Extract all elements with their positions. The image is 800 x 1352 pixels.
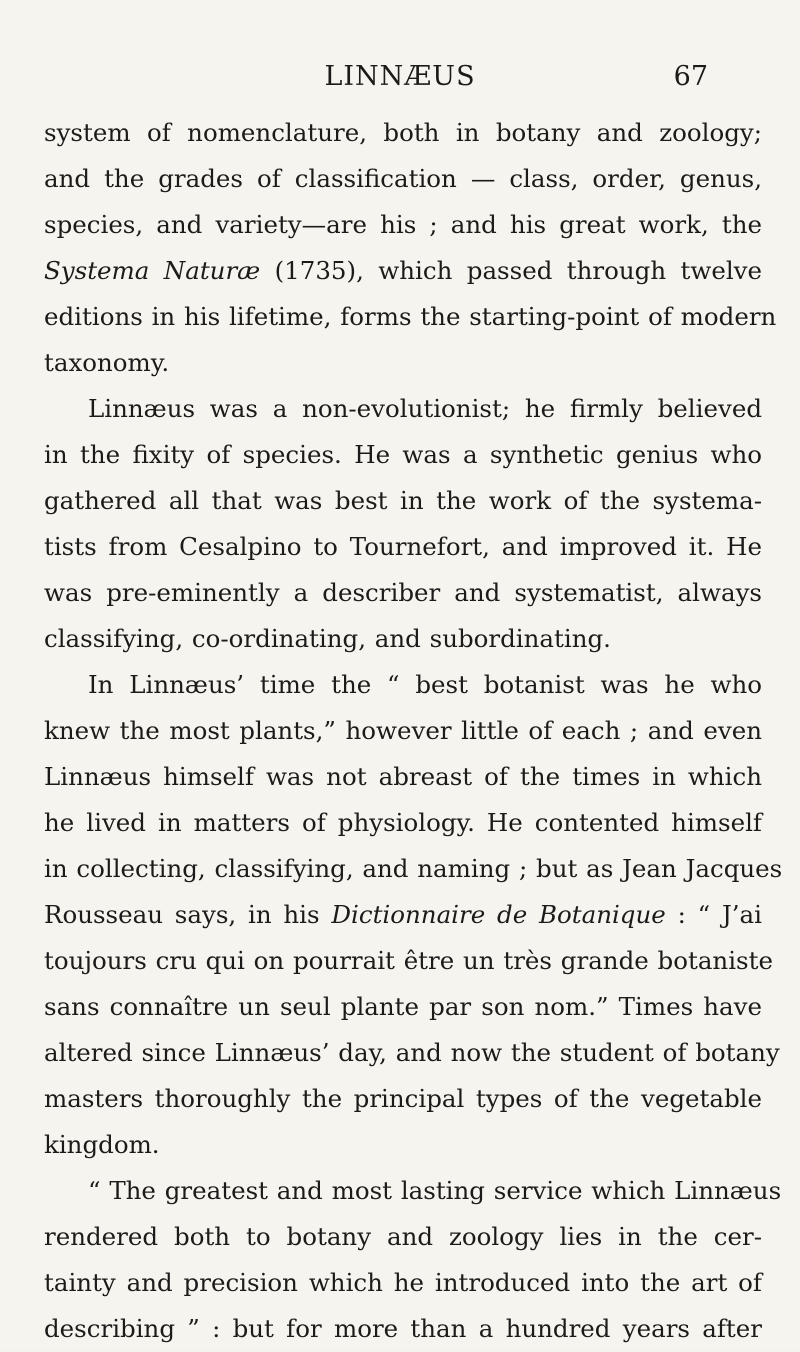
text-line: he lived in matters of physiology. He contented himself <box>44 808 762 837</box>
text-line: in the fixity of species. He was a synthetic genius who <box>44 440 762 469</box>
running-head: LINNÆUS <box>324 61 476 92</box>
body-text <box>44 110 783 1352</box>
text-line: system of nomenclature, both in botany and zoology; <box>44 118 762 147</box>
text-line: altered since Linnæus’ day, and now the student of botany <box>44 1038 780 1067</box>
text-line: kingdom. <box>44 1130 160 1159</box>
text-line: taxonomy. <box>44 348 170 377</box>
text-line: tainty and precision which he introduced into the art of <box>44 1268 762 1297</box>
text-line: knew the most plants,” however little of each ; and even <box>44 716 762 745</box>
text-line: Linnæus was a non-evolutionist; he firmly believed <box>88 394 762 423</box>
text-line: species, and variety—are his ; and his great work, the <box>44 210 762 239</box>
text-line: describing ” : but for more than a hundred years after <box>44 1314 762 1343</box>
text-line: Linnæus himself was not abreast of the times in which <box>44 762 762 791</box>
text-line: toujours cru qui on pourrait être un très grande botaniste <box>44 946 773 975</box>
page-header <box>0 62 800 102</box>
italic-title-systema: Systema Naturæ <box>44 256 261 285</box>
text-line: tists from Cesalpino to Tournefort, and improved it. He <box>44 532 762 561</box>
text-line: gathered all that was best in the work of the systema- <box>44 486 762 515</box>
text-line: editions in his lifetime, forms the starting-point of modern <box>44 302 777 331</box>
page-number: 67 <box>673 61 708 92</box>
text-line: masters thoroughly the principal types of the vegetable <box>44 1084 762 1113</box>
text-line: was pre-eminently a describer and systematist, always <box>44 578 762 607</box>
text-line: and the grades of classification — class, order, genus, <box>44 164 762 193</box>
text-line: classifying, co-ordinating, and subordinating. <box>44 624 611 653</box>
text-line: rendered both to botany and zoology lies in the cer- <box>44 1222 762 1251</box>
text-line: in collecting, classifying, and naming ; but as Jean Jacques <box>44 854 783 883</box>
text-line: Systema Naturæ (1735), which passed through twelve <box>44 256 763 285</box>
text-line: “ The greatest and most lasting service which Linnæus <box>88 1176 782 1205</box>
text-line: sans connaître un seul plante par son nom.” Times have <box>44 992 762 1021</box>
italic-title-dictionnaire: Dictionnaire de Botanique <box>331 900 666 929</box>
text-line: In Linnæus’ time the “ best botanist was he who <box>88 670 762 699</box>
text-line: Rousseau says, in his Dictionnaire de Botanique : “ J’ai <box>44 900 762 929</box>
